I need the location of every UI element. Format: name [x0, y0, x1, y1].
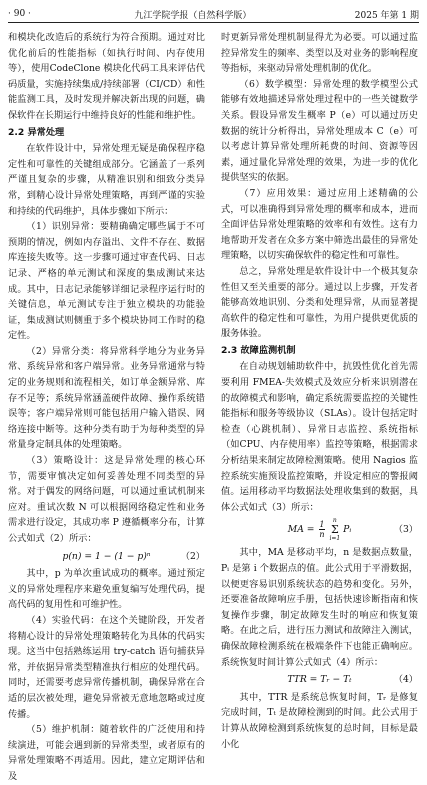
- formula-2: [8, 549, 205, 565]
- formula-3-numerator: 1: [319, 520, 325, 530]
- formula-4: [221, 672, 418, 688]
- paragraph: 其中，TTR 是系统总恢复时间，Tᵣ 是修复完成时间，Tₜ 是故障检测到的时间。此公式用于计算从故障检测到系统恢复的总时间，目标是最小化: [221, 691, 418, 750]
- formula-4-number: （4）: [393, 674, 418, 686]
- right-column: [221, 30, 418, 752]
- paragraph: （5）维护机制：随着软件的广泛使用和持续演进，可能会遇到新的异常类型，或者原有的异常处理策略不再适用。因此，建立定期评估和及: [8, 724, 205, 782]
- paragraph: 时更新异常处理机制显得尤为必要。可以通过监控异常发生的频率、类型以及对业务的影响程度等指标，来驱动异常处理机制的优化。: [221, 32, 418, 75]
- paragraph: （2）异常分类：将异常科学地分为业务异常、系统异常和客户端异常。业务异常通常与特定的业务规则和流程相关，如订单金额异常、库存不足等；系统异常涵盖硬件故障、操作系统错误等；客户端异常则可能包括用户输入错误、网络连接中断等。这种分类有助于为每种类型的异常量身定制具体的处理策略。: [8, 345, 205, 451]
- formula-2-number: （2）: [180, 550, 205, 562]
- paragraph: 和模块化改造后的系统行为符合预期。通过对比优化前后的性能指标（如执行时间、内存使用等），使用CodeClone 模块化代码工具来评估代码质量，实施持续集成/持续部署（CI/CD）和性能监测工具，及时发现并解决新出现的问题，确保软件在长期运行中维持良好的性能和维护性。: [8, 32, 205, 121]
- formula-3-lhs: MA =: [287, 524, 315, 536]
- section-heading-2-3: 2.3 故障监测机制: [221, 344, 296, 356]
- paragraph: 其中，p 为单次重试成功的概率。通过预定义的异常处理程序来避免重复编写处理代码，提高代码的复用性和可维护性。: [8, 568, 205, 611]
- issue-label: 2025 年第 1 期: [354, 10, 419, 21]
- paragraph: 其中，MA 是移动平均，n 是数据点数量，Pᵢ 是第 i 个数据点的值。此公式用于平滑数据，以便更容易识别系统状态的趋势和变化。另外，还要准备故障响应手册，包括快速诊断指南和恢复操作步骤，制定故障发生时的响应和恢复策略。在此之后，进行压力测试和故障注入测试，确保故障检测系统在极端条件下也能正确响应。系统恢复时间计算公式如式（4）所示：: [221, 547, 418, 668]
- paragraph: 在软件设计中，异常处理无疑是确保程序稳定性和可靠性的关键组成部分。它涵盖了一系列严谨且复杂的步骤，从精准识别和细致分类异常，到精心设计异常处理策略，再到严谨的实验和持续的代码维护，具体步骤如下所示：: [8, 143, 205, 217]
- paragraph: （6）数学模型：异常处理的数学模型公式能够有效地描述异常处理过程中的一些关键数学关系。假设异常发生概率 P（e）可以通过历史数据的统计分析得出，异常处理成本 C（e）可以考虑计算异常处理所耗费的时间、资源等因素，通过量化异常处理的效果，为进一步的优化提供坚实的依据。: [221, 78, 418, 184]
- paragraph: （1）识别异常：要精确确定哪些属于不可预期的情况，例如内存溢出、文件不存在、数据库连接失败等。这一步骤可通过审查代码、日志记录、严格的单元测试和深度的集成测试来达成。其中，日志记录能够详细记录程序运行时的关键信息，单元测试专注于独立模块的功能验证，集成测试则侧重于多个模块协同工作时的稳定性。: [8, 221, 205, 342]
- paragraph: （3）策略设计：这是异常处理的核心环节，需要审慎决定如何妥善处理不同类型的异常。对于偶发的网络问题，可以通过重试机制来应对。重试次数 N 可以根据网络稳定性和业务需求进行设定，其成功率 P 遵循概率分布，计算公式如式（2）所示：: [8, 455, 205, 544]
- formula-3-sum-upper: n: [332, 517, 337, 525]
- journal-title: 九江学院学报（自然科学版）: [134, 10, 252, 21]
- paragraph: 在自动规划辅助软件中，抗毁性优化首先需要利用 FMEA-失效模式及效应分析来识别潜在的故障模式和影响，确定系统需要监控的关键性能指标和服务等级协议（SLAs）。设计包括定时检查（心跳机制）、异常日志监控、系统指标（如CPU、内存使用率）监控等策略，根据需求分析结果来制定故障检测策略。使用 Nagios 监控系统实施预设监控策略，并设定相应的警报阈值。运用移动平均数据法处理收集到的数据，具体公式如式（3）所示：: [221, 361, 418, 513]
- section-heading-2-2: 2.2 异常处理: [8, 126, 65, 138]
- formula-3-sum: [329, 517, 340, 542]
- paragraph: （4）实验代码：在这个关键阶段，开发者将精心设计的异常处理策略转化为具体的代码实现。这当中包括熟练运用 try-catch 语句捕获异常，并依据异常类型精准执行相应的处理代码。同时，还需要考虑异常传播机制，确保异常在合适的层次被处理，避免异常被无意地忽略或过度传播。: [8, 614, 205, 720]
- left-column: [8, 30, 205, 785]
- paragraph: 总之，异常处理是软件设计中一个极其复杂性但又至关重要的部分。通过以上步骤，开发者能够高效地识别、分类和处理异常，从而显著提高软件的稳定性和可靠性，为用户提供更优质的服务体验。: [221, 265, 418, 340]
- formula-3-sum-lower: i=1: [329, 535, 341, 543]
- formula-3-number: （3）: [393, 524, 418, 536]
- running-header: [8, 6, 419, 23]
- formula-3-term: Pᵢ: [343, 524, 352, 536]
- paragraph: （7）应用效果：通过应用上述精确的公式，可以准确得到异常处理的概率和成本，进而全面评估异常处理策略的效率和有效性。这有力地帮助开发者在众多方案中筛选出最佳的异常处理策略，以切实确保软件的稳定性和可靠性。: [221, 187, 418, 262]
- formula-2-body: p(n) = 1 − (1 − p)ⁿ: [62, 550, 151, 562]
- page-number: · 90 ·: [8, 9, 31, 19]
- formula-4-body: TTR = Tᵣ − Tₜ: [287, 674, 352, 686]
- formula-3-denominator: n: [319, 530, 325, 540]
- formula-3: [221, 517, 418, 543]
- formula-3-fraction: [319, 520, 324, 539]
- sigma-symbol: Σ: [330, 523, 339, 537]
